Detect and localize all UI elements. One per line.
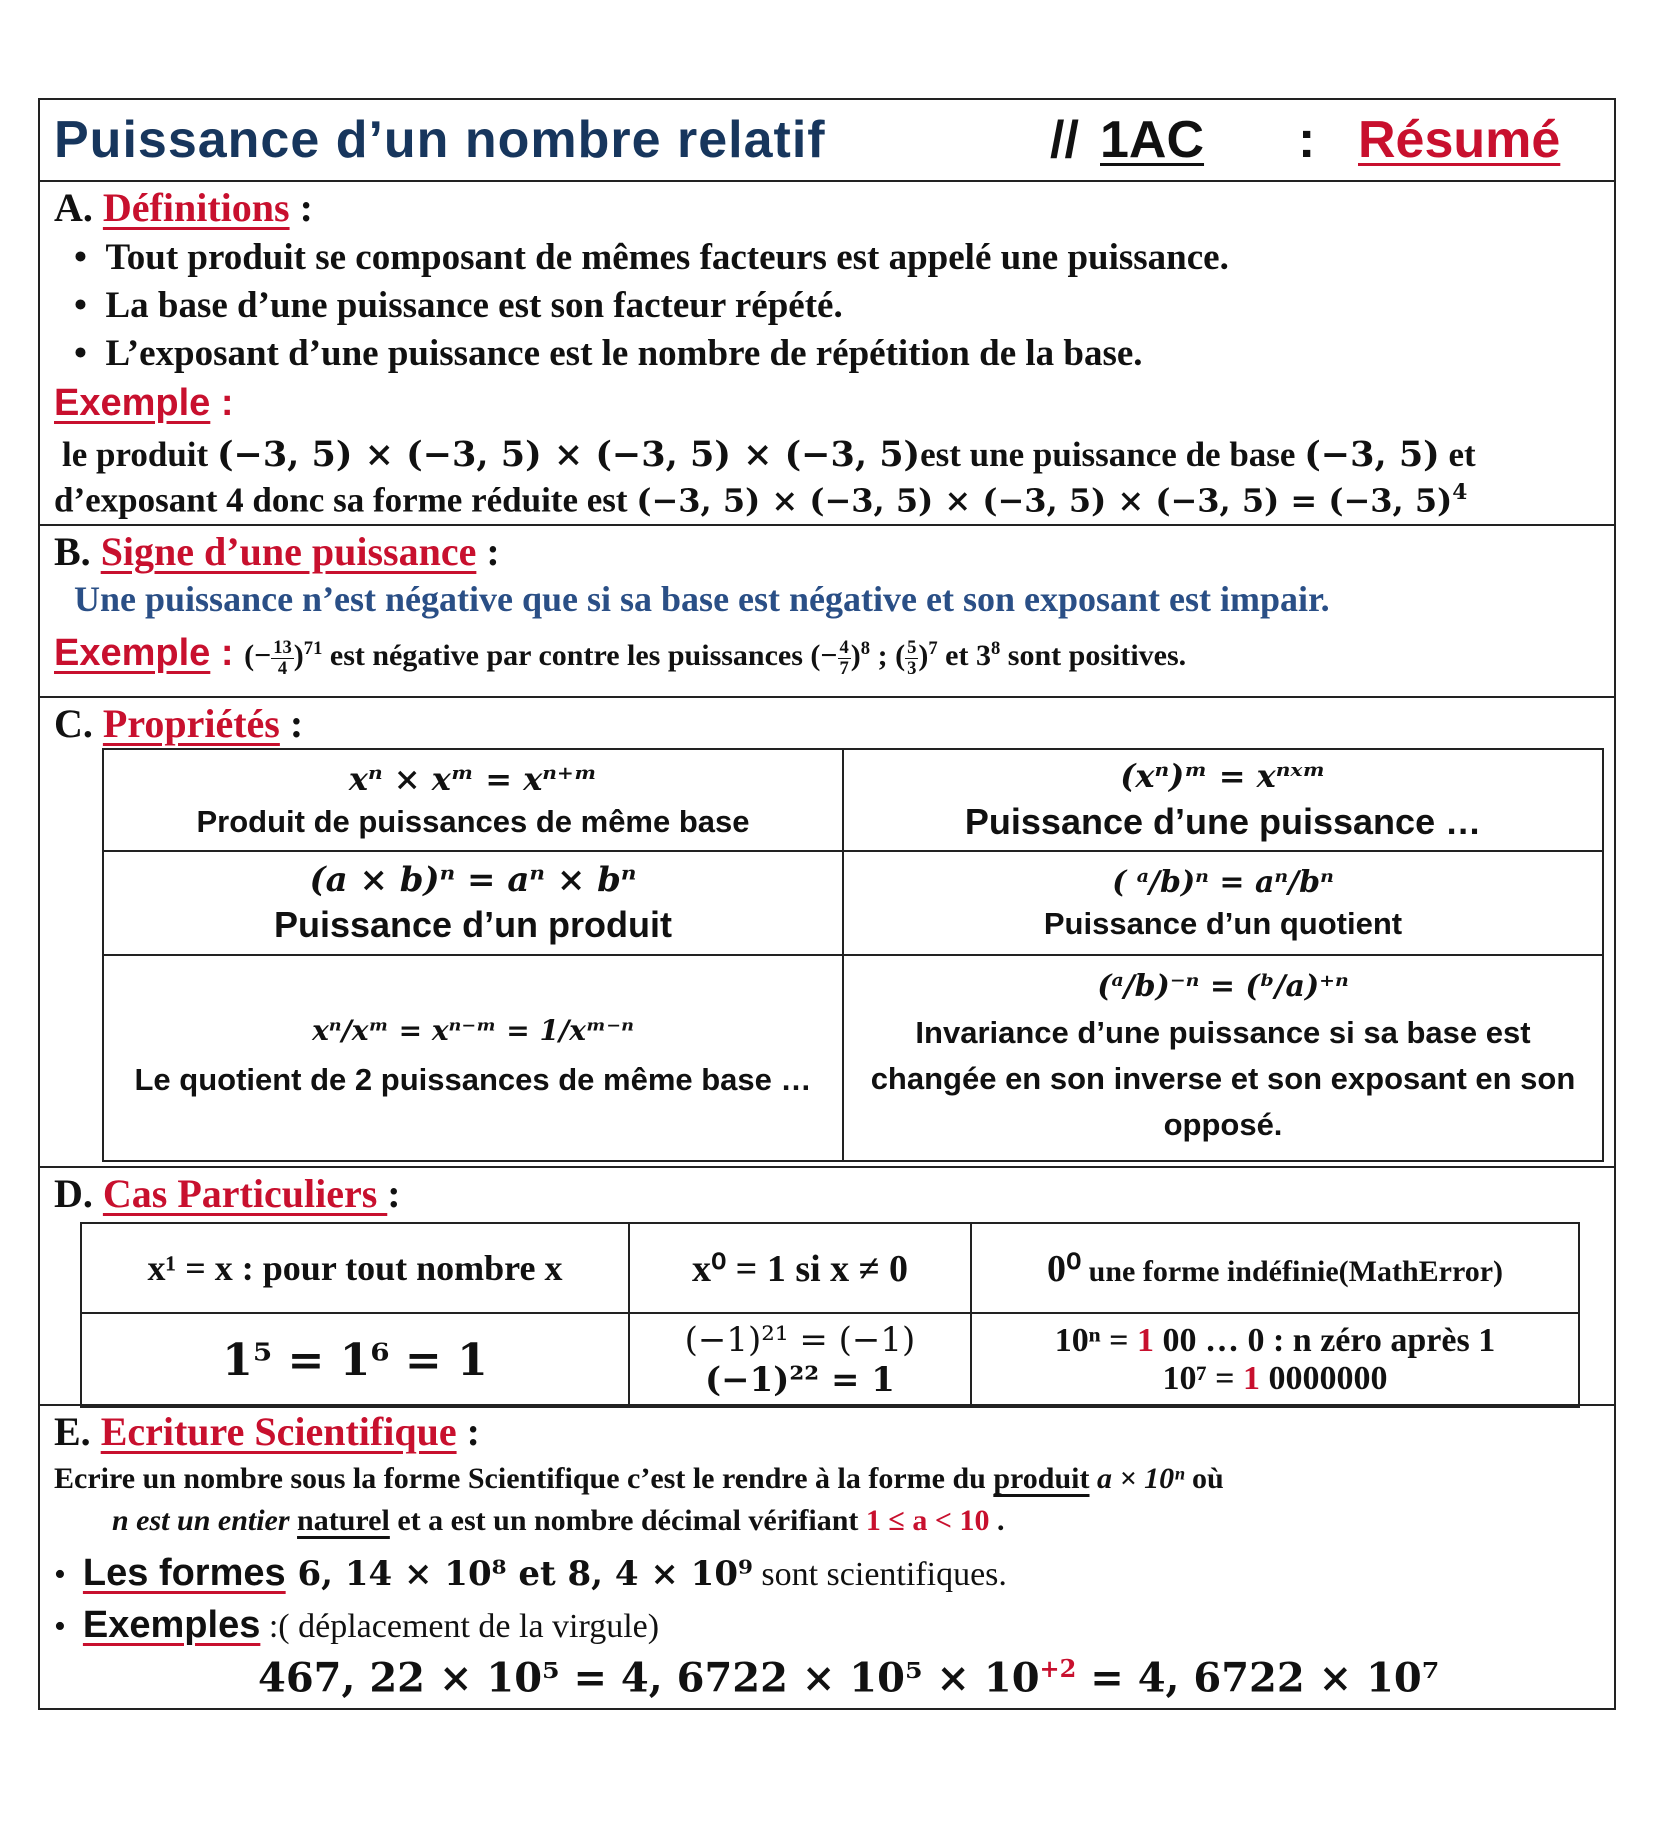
- sign-rule: Une puissance n’est négative que si sa base est négative et son exposant est impair.: [74, 579, 1330, 619]
- special-case-cell: x⁰ = 1 si x ≠ 0: [629, 1223, 971, 1313]
- section-heading: Signe d’une puissance: [100, 529, 477, 574]
- example-label: Exemple: [54, 382, 211, 424]
- special-case-cell: 1⁵ = 1⁶ = 1: [81, 1313, 629, 1407]
- special-case-cell: x¹ = x : pour tout nombre x: [81, 1223, 629, 1313]
- example-line-1: le produit (−3, 5) × (−3, 5) × (−3, 5) × (−3, 5)est une puissance de base (−3, 5) et: [62, 434, 1476, 475]
- property-cell: (xⁿ)ᵐ = xⁿˣᵐ Puissance d’une puissance …: [843, 749, 1603, 851]
- title-bar: [40, 100, 1614, 182]
- example-line-2: d’exposant 4 donc sa forme réduite est (−3, 5) × (−3, 5) × (−3, 5) × (−3, 5) = (−3, 5)$^4$: [54, 480, 1468, 520]
- forms-line: • Les formes 6, 14 × 10⁸ et 8, 4 × 10⁹ sont scientifiques.: [54, 1552, 1007, 1594]
- sign-example: Exemple : (− $\frac{13}{4}$ )$^{71}$ est négative par contre les puissances (− $\frac{4}{7}$ )$^8$ ; ( $\frac{5}{3}$ )$^7$ et $3^8$ sont positives.: [54, 632, 1187, 679]
- page-title: Puissance d’un nombre relatif: [54, 111, 826, 169]
- special-cases-table: [80, 1222, 1580, 1408]
- special-case-cell: 10ⁿ = 1 00 … 0 : n zéro après 1 10⁷ = 1 0000000: [971, 1313, 1579, 1407]
- scientific-example: 467, 22 × 10⁵ = 4, $6722 \times 10^5 \times 10^{+2} = 4$, 6722 × 10⁷: [258, 1654, 1440, 1702]
- bullet-item: • La base d’une puissance est son facteur répété.: [74, 285, 843, 326]
- section-sign: B. Signe d’une puissance : Une puissance n’est négative que si sa base est négative et son exposant est impair. Exemple : (− $\frac{13}{4}$ )$^{71}$ est négative par contre les puissances (− $\frac{4}{7}$ )$^8$ ; ( $\frac{5}{3}$ )$^7$ et $3^8$ sont positives.: [40, 526, 1614, 698]
- definition-line-1: Ecrire un nombre sous la forme Scientifique c’est le rendre à la forme du produit a × 10ⁿ où: [54, 1462, 1224, 1495]
- special-case-cell: (−1)²¹ = (−1) (−1)²² = 1: [629, 1313, 971, 1407]
- property-cell: xⁿ × xᵐ = xⁿ⁺ᵐ Produit de puissances de même base: [103, 749, 843, 851]
- examples-line: • Exemples :( déplacement de la virgule): [54, 1604, 660, 1646]
- section-letter: C.: [54, 701, 93, 746]
- property-cell: xⁿ/xᵐ = xⁿ⁻ᵐ = 1/xᵐ⁻ⁿ Le quotient de 2 puissances de même base …: [103, 955, 843, 1161]
- section-heading: Ecriture Scientifique: [100, 1409, 457, 1454]
- level-label: 1AC: [1100, 111, 1205, 169]
- property-cell: (ᵃ/b)⁻ⁿ = (ᵇ/a)⁺ⁿ Invariance d’une puissance si sa base est changée en son inverse et son exposant en son opposé.: [843, 955, 1603, 1161]
- section-scientific-notation: E. Ecriture Scientifique : Ecrire un nombre sous la forme Scientifique c’est le rendre à la forme du produit a × 10ⁿ où n est un entier naturel et a est un nombre décimal vérifiant 1 ≤ a < 10 . • Les formes 6, 14 × 10⁸ et 8, 4 × 10⁹ sont scientifiques. • Exemples :( déplacement de la virgule) 467, 22 × 10⁵ = 4, $6722 \times 10^5 \times 10^{+2} = 4$, 6722 × 10⁷: [54, 1409, 1440, 1702]
- bullet-item: • Tout produit se composant de mêmes facteurs est appelé une puissance.: [74, 237, 1229, 278]
- title-colon: :: [1298, 111, 1316, 169]
- resume-label: Résumé: [1358, 111, 1561, 169]
- special-case-cell: 0⁰ une forme indéfinie(MathError): [971, 1223, 1579, 1313]
- property-cell: ( ᵃ/b)ⁿ = aⁿ/bⁿ Puissance d’un quotient: [843, 851, 1603, 955]
- section-heading: Propriétés: [102, 701, 280, 746]
- properties-table: [102, 748, 1604, 1162]
- section-heading: Définitions: [102, 185, 290, 230]
- definition-line-2: n est un entier naturel et a est un nombre décimal vérifiant 1 ≤ a < 10 .: [112, 1504, 1005, 1537]
- title-separator: //: [1050, 111, 1079, 169]
- section-definitions: A. Définitions : • Tout produit se composant de mêmes facteurs est appelé une puissance. • La base d’une puissance est son facteur répété. • L’exposant d’une puissance est le nombre de répétition de la base. Exemple : le produit (−3, 5) × (−3, 5) × (−3, 5) × (−3, 5)est une puissance de base (−3, 5) et d’exposant 4 donc sa forme réduite est (−3, 5) × (−3, 5) × (−3, 5) × (−3, 5) = (−3, 5)$^4$: [40, 182, 1614, 526]
- section-properties: C. Propriétés : xⁿ × xᵐ = xⁿ⁺ᵐ Produit de puissances de même base (xⁿ)ᵐ = xⁿˣᵐ Puissance d’une puissance … (a × b)ⁿ = aⁿ × bⁿ Puissance d’un produit ( ᵃ/b)ⁿ = aⁿ/bⁿ Puissance d’un quotient xⁿ/xᵐ = xⁿ⁻ᵐ = 1/xᵐ⁻ⁿ Le quotient de 2 puissances de même base … (ᵃ/b)⁻ⁿ = (ᵇ/a)⁺ⁿ Invariance d’une puissance si sa base est changée en son inverse et son exposant en son opposé.: [40, 698, 1614, 1168]
- section-letter: D.: [54, 1171, 93, 1216]
- bullet-item: • L’exposant d’une puissance est le nombre de répétition de la base.: [74, 333, 1143, 374]
- section-letter: E.: [54, 1409, 91, 1454]
- section-special-cases: D. Cas Particuliers : x¹ = x : pour tout nombre x x⁰ = 1 si x ≠ 0 0⁰ une forme indéfinie(MathError) 1⁵ = 1⁶ = 1 (−1)²¹ = (−1) (−1)²² = 1 10ⁿ = 1 00 … 0 : n zéro après 1 10⁷ = 1 0000000: [40, 1168, 1614, 1406]
- section-heading: Cas Particuliers: [102, 1171, 388, 1216]
- section-letter: A.: [54, 185, 93, 230]
- section-letter: B.: [54, 529, 91, 574]
- property-cell: (a × b)ⁿ = aⁿ × bⁿ Puissance d’un produit: [103, 851, 843, 955]
- summary-sheet: [38, 98, 1616, 1710]
